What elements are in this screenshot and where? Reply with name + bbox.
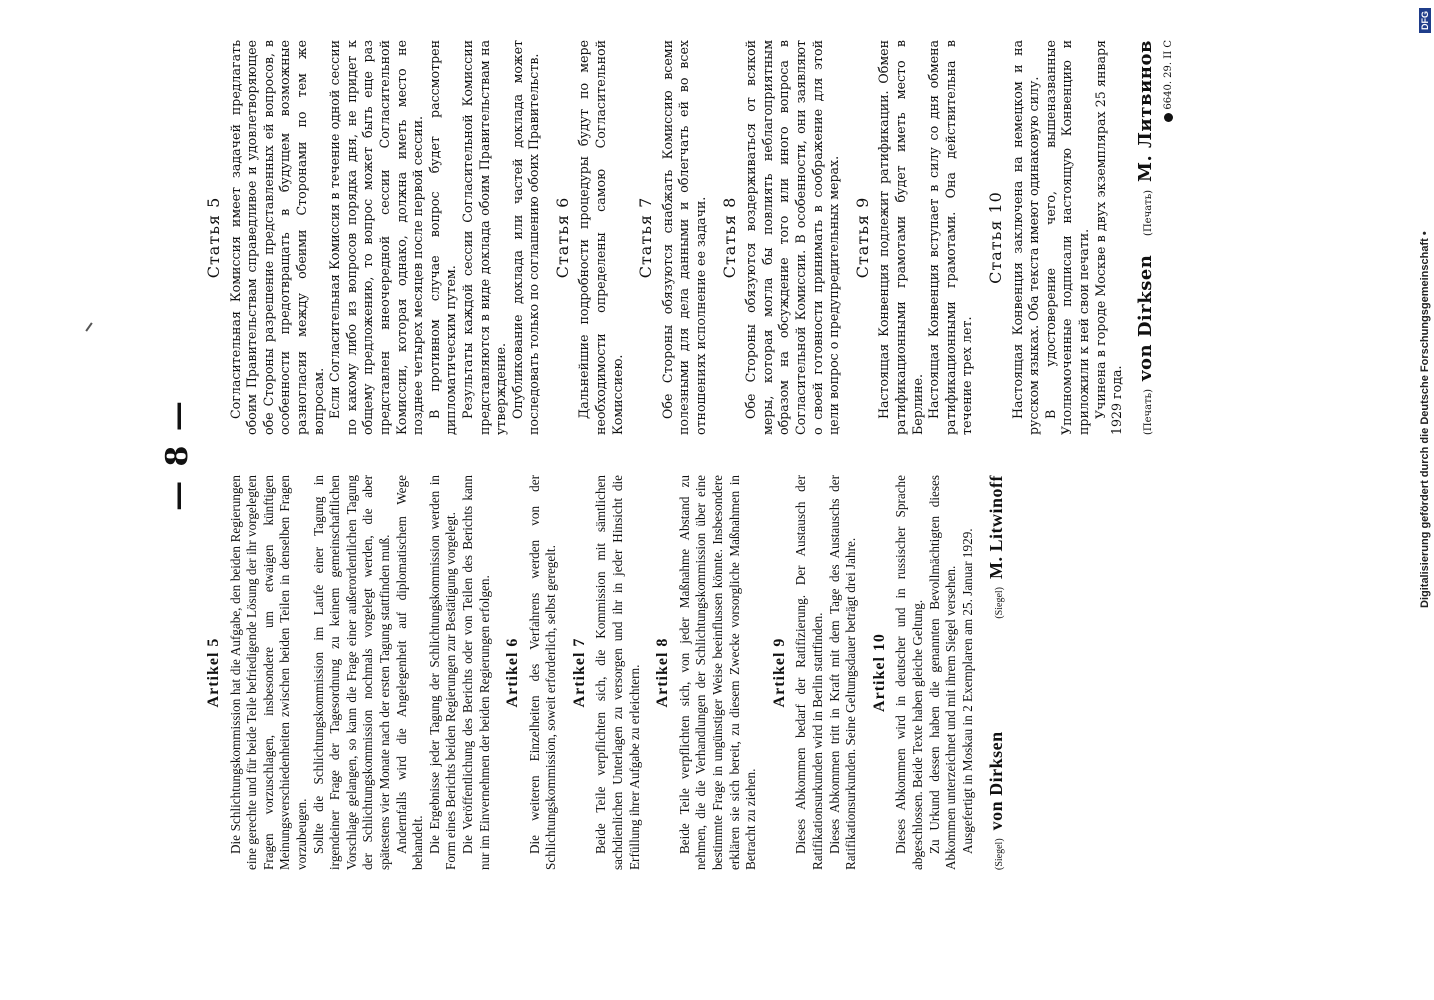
seal-label: (Печать) <box>1142 389 1154 435</box>
russian-article-heading: Статья 10 <box>985 191 1005 284</box>
german-paragraph: Andernfalls wird die Angelegenheit auf diplomatischem Wege behandelt. <box>393 475 426 870</box>
german-paragraph: Dieses Abkommen bedarf der Ratifizierung. Der Austausch der Ratifikationsurkunden wird in Berlin stattfinden. <box>793 475 825 870</box>
russian-paragraph: Обе Стороны обязуются воздерживаться от всякой меры, которая могла бы повлиять неблагоприятным образом на обсуждение того или иного вопроса в Согласительной Комиссии. В особенности, они заявляют о своей готовности принимать в соображение для этой цели вопрос о предупредительных мерах. <box>743 40 842 435</box>
russian-paragraph: Согласительная Комиссия имеет задачей предлагать обоим Правительствам справедливое и удовлетворяющее обе Стороны разрешение представленных ей вопросов, в особенности предотвращать в будущем возможные разногласия между обеими Сторонами по тем же вопросам. <box>227 40 326 435</box>
russian-article-heading: Статья 9 <box>852 196 872 279</box>
german-article-10 <box>872 475 977 870</box>
russian-paragraph: В удостоверение чего, вышеназванные Уполномоченные подписали настоящую Конвенцию и приложили к ней свои печати. <box>1042 40 1091 435</box>
german-article-5 <box>206 475 493 870</box>
signatory-name: von Dirksen <box>986 731 1007 831</box>
german-paragraph: Die Veröffentlichung des Berichts oder von Teilen des Berichts kann nur im Einvernehmen der beiden Regierungen erfolgen. <box>459 475 492 870</box>
russian-article-9 <box>852 40 976 435</box>
printer-mark-text: 6640. 29. II C <box>1163 40 1175 110</box>
russian-article-heading: Статья 6 <box>552 196 572 279</box>
german-article-heading: Artikel 10 <box>870 633 888 712</box>
dfg-logo: DFG <box>1419 8 1431 33</box>
printer-mark <box>1161 40 1178 435</box>
german-article-heading: Artikel 7 <box>570 637 588 708</box>
rotated-document-page <box>160 25 1370 885</box>
german-paragraph: Dieses Abkommen tritt in Kraft mit dem Tage des Austauschs der Ratifikationsurkunden. Seine Geltungsdauer beträgt drei Jahre. <box>826 475 859 870</box>
german-paragraph: Sollte die Schlichtungskommission im Laufe einer Tagung in irgendeiner Frage der Tagesordnung zu keinem gemeinschaftlichen Vorschlage gelangen, so kann die Frage einer außerordentlichen Tagung der Schlichtungskommission nochmals vorgelegt werden, die aber spätestens vier Monate nach der ersten Tagung stattfinden muß. <box>310 475 392 870</box>
seal-label: (Печать) <box>1142 189 1154 236</box>
russian-article-heading: Статья 5 <box>204 196 223 279</box>
russian-article-8 <box>719 40 843 435</box>
german-article-7 <box>572 475 643 870</box>
german-paragraph: Zu Urkund dessen haben die genannten Bevollmächtigten dieses Abkommen unterzeichnet und mit ihrem Siegel versehen. <box>926 475 959 870</box>
russian-article-heading: Статья 8 <box>719 196 739 279</box>
russian-paragraph: Результаты каждой сессии Согласительной Комиссии представляются в виде доклада обоим Правительствам на утверждение. <box>459 40 509 435</box>
german-paragraph: Die Schlichtungskommission hat die Aufgabe, den beiden Regierungen eine gerechte und für beide Teile befriedigende Lösung der ihr vorgelegten Fragen vorzuschlagen, insbesondere um etwaigen künftigen Meinungsverschiedenheiten zwischen beiden Teilen in denselben Fragen vorzubeugen. <box>227 475 309 870</box>
german-paragraph: Beide Teile verpflichten sich, die Kommission mit sämtlichen sachdienlichen Unterlagen zu versorgen und ihr in jeder Hinsicht die Erfüllung ihrer Aufgabe zu erleichtern. <box>593 475 642 870</box>
russian-paragraph: Настоящая Конвенция заключена на немецком и на русском языках. Оба текста имеют одинаковую силу. <box>1009 40 1042 435</box>
german-signature-line <box>988 475 1009 870</box>
russian-article-10 <box>985 40 1126 435</box>
printer-circle-icon <box>1164 113 1173 122</box>
seal-label: (Siegel) <box>994 587 1006 619</box>
german-article-8 <box>655 475 760 870</box>
german-paragraph: Die weiteren Einzelheiten des Verfahrens werden von der Schlichtungskommission, soweit erforderlich, selbst geregelt. <box>526 475 559 870</box>
russian-signature-line <box>1134 40 1158 435</box>
russian-paragraph: Если Согласительная Комиссия в течение одной сессии по какому либо из вопросов порядка дня, не придет к общему предложению, то вопрос может быть еще раз представлен внеочередной сессии Согласительной Комиссии, которая однако, должна иметь место не позднее четырех месяцев после первой сессии. <box>327 40 426 435</box>
german-paragraph: Die Ergebnisse jeder Tagung der Schlichtungskommission werden in Form eines Berichts beiden Regierungen zur Bestätigung vorgelegt. <box>426 475 459 870</box>
russian-text-column <box>200 40 1178 435</box>
german-article-heading: Artikel 8 <box>654 637 672 708</box>
russian-article-6 <box>552 40 626 435</box>
german-paragraph: Ausgefertigt in Moskau in 2 Exemplaren am 25. Januar 1929. <box>959 528 975 854</box>
german-article-heading: Artikel 6 <box>504 637 522 708</box>
russian-paragraph: Дальнейшие подробности процедуры будут по мере необходимости определены самою Согласительной Комиссиею. <box>576 40 625 435</box>
russian-paragraph: В противном случае вопрос будет рассмотрен дипломатическим путем. <box>426 40 459 435</box>
dfg-notice-text: Digitalisierung gefördert durch die Deutsche Forschungsgemeinschaft • <box>1419 231 1431 608</box>
russian-paragraph: Обе Стороны обязуются снабжать Комиссию всеми полезными для дела данными и облегчать ей во всех отношениях исполнение ее задачи. <box>659 40 709 435</box>
russian-article-heading: Статья 7 <box>636 196 656 279</box>
german-article-heading: Artikel 9 <box>770 637 788 708</box>
russian-paragraph: Учинена в городе Москве в двух экземплярах 25 января 1929 года. <box>1092 40 1125 435</box>
german-paragraph: Dieses Abkommen wird in deutscher und in russischer Sprache abgeschlossen. Beide Texte haben gleiche Geltung. <box>893 475 925 870</box>
russian-paragraph: Настоящая Конвенция подлежит ратификации. Обмен ратификационными грамотами будет иметь место в Берлине. <box>876 40 925 435</box>
russian-paragraph: Настоящая Конвенция вступает в силу со дня обмена ратификационными грамотами. Она действительна в течение трех лет. <box>926 40 975 435</box>
dfg-funding-notice <box>1413 0 1434 1000</box>
russian-article-7 <box>638 40 709 435</box>
seal-label: (Siegel) <box>994 838 1006 870</box>
signatory-name: M. Litwinoff <box>986 475 1007 579</box>
signatory-name: М. Литвинов <box>1134 40 1156 182</box>
pencil-mark <box>85 322 92 331</box>
page-number: — 8 — <box>160 399 195 511</box>
russian-article-5 <box>206 40 543 435</box>
german-article-9 <box>772 475 860 870</box>
russian-paragraph: Опубликование доклада или частей доклада может последовать только по соглашению обоих Правительств. <box>509 40 542 435</box>
german-text-column <box>200 475 1009 870</box>
german-paragraph: Beide Teile verpflichten sich, von jeder Maßnahme Abstand zu nehmen, die die Verhandlungen der Schlichtungskommission über eine bestimmte Frage in ungünstiger Weise beeinflussen könnte. Insbesondere erklären sie sich bereit, zu diesem Zwecke vorsorgliche Maßnahmen in Betracht zu ziehen. <box>676 475 759 870</box>
german-article-heading: Artikel 5 <box>205 637 222 708</box>
signatory-name: von Dirksen <box>1134 254 1156 381</box>
german-article-6 <box>505 475 560 870</box>
